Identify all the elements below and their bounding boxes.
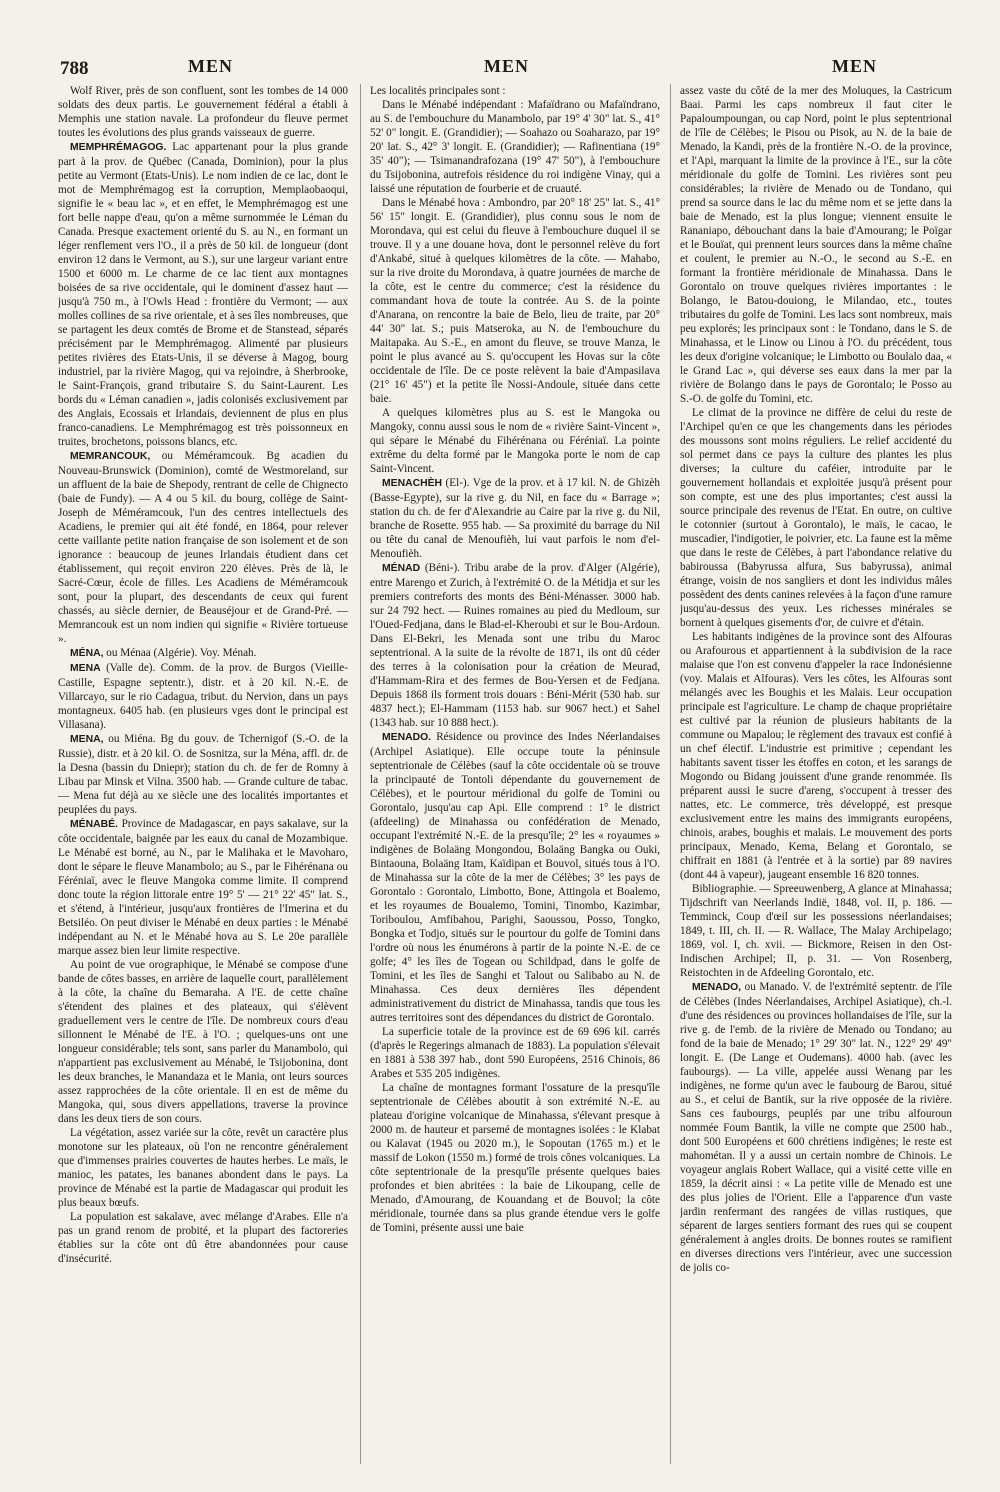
- entry-headword: MEMPHRÉMAGOG.: [70, 142, 167, 153]
- entry-text: Les localités principales sont :: [370, 85, 506, 97]
- entry-text: Le climat de la province ne diffère de celui du reste de l'Archipel qu'en ce que les changements dans les périodes des moussons sont moins réguliers. Le relief accidenté du sol permet dans ce pays la culture des plantes les plus diverses; la culture du caféier, introduite par le gouvernement hollandais et exploitée jusqu'à présent pour son compte, est une des plus importantes; c'est aussi la source principale des revenus de l'Etat. En outre, on cultive le cotonnier (surtout à Gorontalo), le maïs, le cacao, le muscadier, l'indigotier, le poivrier, etc. La faune est la même que dans le reste de Célèbes, à part l'abondance relative du babiroussa (Babyrussa alfura, Sus babyrussa), animal étrange, voisin de nos sangliers et dont les individus mâles possèdent des dents canines relevées à la façon d'une ramure jusqu'au-dessus des yeux. Les richesses minérales se bornent à quelques gisements d'or, de cuivre et d'étain.: [680, 407, 952, 629]
- entry-text: La chaîne de montagnes formant l'ossature de la presqu'île septentrionale de Célèbes aboutit à son extrémité N.-E. au plateau d'origine volcanique de Minahassa, s'élevant presque à 2000 m. de hauteur et parsemé de montagnes isolées : le Klabat ou Kalavat (1945 ou 2020 m.), le Sopoutan (1765 m.) et le massif de Lokon (1550 m.) formé de trois cônes volcaniques. La côte septentrionale de la presqu'île présente quelques baies profondes et bien abritées : la baie de Likoupang, celle de Menado, d'Amourang, de Kouandang et de Bouvol; la côte méridionale, tournée dans sa plus grande étendue vers le golfe de Tomini, présente aussi une baie: [370, 1082, 660, 1234]
- dictionary-entry: [680, 980, 952, 1275]
- paragraph: [58, 958, 348, 1126]
- entry-headword: MENA: [70, 663, 101, 674]
- entry-text: Les habitants indigènes de la province sont des Alfouras ou Arafourous et appartiennent à la subdivision de la race malaise que l'on est convenu d'appeler la race Indonésienne (voy. Malais et Alfouras). Vers les côtes, les Alfouras sont mélangés avec les Boughis et les Malais. Leur occupation principale est l'agriculture. Le champ de chaque propriétaire est cultivé par la réunion de plusieurs habitants de la commune ou Mapalou; le règlement des travaux est confié à un chef électif. L'industrie est primitive ; cependant les habitants savent tisser les étoffes en coton, et les sarangs de Mogondo ou Bidang jouissent d'une grande renommée. Ils préparent aussi le sucre d'areng, s'occupent à tresser des nattes, etc. Le commerce, très développé, est presque exclusivement entre les mains des immigrants européens, chinois, arabes, boughis et malais. Le mouvement des ports principaux, Menado, Kema, Belang et Gorontalo, se chiffrait en 1881 (à l'entrée et à la sortie) par 89 navires (dont 44 à vapeur), jaugeant ensemble 16 820 tonnes.: [680, 631, 952, 881]
- paragraph: [680, 406, 952, 630]
- entry-headword: MENADO,: [692, 982, 742, 993]
- dictionary-entry: [58, 661, 348, 732]
- entry-text: La population est sakalave, avec mélange d'Arabes. Elle n'a pas un grand renom de probité, et la plupart des factoreries établies sur la côte ont dû être abandonnées pour cause d'insécurité.: [58, 1211, 348, 1265]
- dictionary-entry: [58, 449, 348, 646]
- column-rule-2: [670, 84, 671, 1464]
- entry-text: Résidence ou province des Indes Néerlandaises (Archipel Asiatique). Elle occupe toute la péninsule septentrionale de Célèbes (sauf la côte occidentale où se trouve la principauté de Tontoli dépendante du gouvernement de Célèbes), et le pourtour méridional du golfe de Tomini ou Gorontalo, jusqu'au cap Api. Elle comprend : 1° le district (afdeeling) de Minahassa ou confédération de Menado, occupant l'extrémité N.-E. de la presqu'île; 2° les « royaumes » indigènes de Bolaäng Mongondou, Bolaäng Bangka ou Ouki, Bintaouna, Bolaäng Itam, Kaïdipan et Bouvol, situés tous à l'O. de Minahassa sur la côte de la mer de Célèbes; 3° les pays de Gorontalo : Gorontalo, Limbotto, Bone, Attingola et Boalemo, et les royaumes de Boualemo, Tomini, Tinombo, Kazimbar, Toriboulou, Amfibahou, Parighi, Saoussou, Posso, Tongko, Bongka et Todjo, situés sur le pourtour du golfe de Tomini dans l'ordre où nous les énumérons à partir de la pointe N.-E. de ce golfe; 4° les îles de Togean ou Schildpad, dans le golfe de Tomini, et les îles de Sanghi et Talout ou Salibabo au N. de Minahassa. Ces deux dernières îles dépendent administrativement du district de Minahassa, tandis que tous les autres territoires sont des dépendances du district de Gorontalo.: [370, 731, 660, 1024]
- paragraph: [58, 1126, 348, 1210]
- entry-headword: MENADO.: [382, 732, 432, 743]
- paragraph: [680, 882, 952, 980]
- running-header-center: MEN: [484, 56, 529, 76]
- dictionary-entry: [58, 646, 348, 661]
- column-1: [58, 84, 348, 1464]
- dictionary-entry: [58, 732, 348, 817]
- paragraph: [680, 630, 952, 882]
- paragraph: [370, 84, 660, 98]
- entry-headword: MENACHÈH: [382, 478, 443, 489]
- entry-text: A quelques kilomètres plus au S. est le Mangoka ou Mangoky, connu aussi sous le nom de « rivière Saint-Vincent », qui sépare le Ménabé du Fihérénana ou Féréniaï. La pointe extrême du delta formé par le Mangoka porte le nom de cap Saint-Vincent.: [370, 407, 660, 475]
- entry-text: ou Manado. V. de l'extrémité septentr. de l'île de Célèbes (Indes Néerlandaises, Archipel Asiatique), ch.-l. d'une des résidences ou provinces hollandaises de l'île, sur la rive g. de l'emb. de la rivière de Menado ou Tondano; au fond de la baie de Menado; 1° 29' 30" lat. N., 122° 29' 49" longit. E. (De Lange et Oudemans). 4000 hab. (avec les faubourgs). — La ville, appelée aussi Wenang par les indigènes, ne forme qu'un avec le faubourg de Barou, situé au S., et celui de Bantik, sur la rive opposée de la rivière. Sans ces faubourgs, peuplés par une tribu alfouroun nommée Foum Bantik, la ville ne compte que 2500 hab., dont 500 Européens et 600 chrétiens indigènes; le reste est mahométan. Il y a aussi un certain nombre de Chinois. Le voyageur anglais Robert Wallace, qui a visité cette ville en 1859, la décrit ainsi : « La petite ville de Menado est une des plus jolies de l'Orient. Elle a l'apparence d'un vaste jardin renfermant des rangées de villas rustiques, que séparent de larges sentiers formant des rues qui se coupent généralement à angles droits. De bonnes routes se ramifient en diverses directions vers l'intérieur, avec une succession de jolis co-: [680, 981, 952, 1274]
- running-header-left: MEN: [188, 56, 233, 76]
- column-rule-1: [360, 84, 361, 1464]
- entry-text: assez vaste du côté de la mer des Moluques, la Castricum Baai. Parmi les caps nombreux il faut citer le Papaloumpoungan, ou cap Nord, point le plus septentrional de l'île de Célèbes; le Pisou ou Pisok, au N. de la baie de Menado, la Kandi, près de la frontière N.-O. de la province, et l'Api, marquant la limite de la province à l'E., sur la côte méridionale du golfe de Tomini. Les rivières sont peu considérables; la rivière de Menado ou de Tondano, qui prend sa source dans le lac du même nom et se jette dans la baie de Menado, est la plus longue; viennent ensuite le Rananiapo, débouchant dans la baie d'Amourang; le Poïgar et le Bouïat, qui prennent leurs sources dans la même chaîne et coulent, le premier au N.-O., le second au S.-E. en formant la frontière méridionale de Minahassa. Dans le Gorontalo on trouve quelques rivières importantes : le Bolango, le Batou-douiong, le Milandao, etc., toutes tributaires du golfe de Tomini. Les lacs sont nombreux, mais peu explorés; les principaux sont : le Tondano, dans le S. de Minahassa, et le Linow ou Linou à l'O. du précédent, tous les deux d'origine volcanique; le Limbotto ou Boulalo daa, « le Grand Lac », qui déverse ses eaux dans la mer par la rivière de Bolango dans le pays de Gorontalo; le Posso au S.-O. de golfe du Tomini, etc.: [680, 85, 952, 405]
- paragraph: [680, 84, 952, 406]
- paragraph: [370, 1025, 660, 1081]
- entry-headword: MÉNAD: [382, 563, 421, 574]
- dictionary-entry: [58, 140, 348, 449]
- paragraph: [58, 1210, 348, 1266]
- entry-text: La superficie totale de la province est de 69 696 kil. carrés (d'après le Regerings almanach de 1883). La population s'élevait en 1881 à 538 397 hab., dont 590 Européens, 2516 Chinois, 86 Arabes et 535 205 indigènes.: [370, 1026, 660, 1080]
- entry-text: ou Miéna. Bg du gouv. de Tchernigof (S.-O. de la Russie), distr. et à 20 kil. O. de Sosnitza, sur la Ména, affl. dr. de la Desna (bassin du Dniepr); station du ch. de fer de Romny à Libau par Minsk et Vilna. 3500 hab. — Grande culture de tabac. — Mena fut déjà au xe siècle une des localités importantes et peuplées du pays.: [58, 733, 348, 816]
- entry-headword: MÉNA,: [70, 648, 104, 659]
- page-number: 788: [60, 58, 89, 79]
- entry-headword: MENA,: [70, 734, 104, 745]
- entry-headword: MEMRANCOUK,: [70, 451, 151, 462]
- paragraph: [370, 406, 660, 476]
- entry-text: Bibliographie. — Spreeuwenberg, A glance at Minahassa; Tijdschrift van Neerlands Indië, 1848, vol. II, p. 186. — Temminck, Coup d'œil sur les possessions néerlandaises; 1849, t. III, ch. II. — R. Wallace, The Malay Archipelago; 1869, vol. I, ch. xvii. — Bickmore, Reisen in den Ost-Indischen Archipel; II, p. 31. — Von Rosenberg, Reistochten in de Afdeeling Gorontalo, etc.: [680, 883, 952, 979]
- dictionary-entry: [58, 817, 348, 958]
- paragraph: [58, 84, 348, 140]
- entry-text: ou Ménaa (Algérie). Voy. Ménah.: [103, 647, 257, 659]
- entry-text: Lac appartenant pour la plus grande part à la prov. de Québec (Canada, Dominion), pour la plus petite au Vermont (Etats-Unis). Le nom indien de ce lac, dont le mot de Memphrémagog est la corruption, Memplaobaoqui, signifie le « beau lac », et en effet, le Memphrémagog est une fort belle nappe d'eau, qu'on a même surnommée le Léman du Canada. Presque exactement orienté du S. au N., en formant un léger renflement vers l'O., il a près de 50 kil. de longueur (dont environ 12 dans le Vermont, au S.), sur une largeur variant entre 1500 et 6000 m. Le charme de ce lac tient aux montagnes boisées de sa rive occidentale, qui le dominent d'assez haut — jusqu'à 750 m., à l'Owls Head : frontière du Vermont; — aux molles collines de sa rive orientale, et à ses îles nombreuses, que se partagent les deux comtés de Brome et de Stanstead, séparés précisément par le Memphrémagog. Alimenté par plusieurs petites rivières des Etats-Unis, il se déverse à Magog, bourg industriel, par la rivière Magog, qui va rejoindre, à Sherbrooke, le Saint-François, grand tributaire S. du Saint-Laurent. Les bords du « Léman canadien », jadis colonisés exclusivement par des Anglais, Ecossais et Irlandais, deviennent de plus en plus franco-canadiens. Le Memphrémagog est très poissonneux en truites, brochetons, poissons blancs, etc.: [58, 141, 348, 448]
- entry-text: Wolf River, près de son confluent, sont les tombes de 14 000 soldats des deux partis. Le gouvernement fédéral a établi à Memphis une station navale. La profondeur du fleuve permet toutes les évolutions des plus grands vaisseaux de guerre.: [58, 85, 348, 139]
- paragraph: [370, 196, 660, 406]
- dictionary-entry: [370, 730, 660, 1025]
- running-header-right: MEN: [832, 56, 877, 76]
- entry-text: Dans le Ménabé hova : Ambondro, par 20° 18' 25" lat. S., 41° 56' 15" longit. E. (Grandidier), plus connu sous le nom de Morondava, qui est celui du fleuve à l'embouchure duquel il se trouve. Il y a une douane hova, dont le personnel relève du fort d'Ankabé, situé à quelques kilomètres de la côte. — Mahabo, sur la rive droite du Morondava, à quatre journées de marche de la côte, est le centre du commerce; c'est la résidence du commandant hova de toute la contrée. Au S. de la pointe d'Anarana, on rencontre la baie de Belo, lieu de traite, par 20° 44' 30" lat. S.; puis Matseroka, au N. de l'embouchure du Maitapaka. Au S.-E., en amont du fleuve, se trouve Manza, le point le plus avancé au S. qu'occupent les Hovas sur la côte occidentale de l'île. De ce poste relèvent la baie d'Ampasilava (21° 16' 45") et la petite île Nossi-Andoule, située dans cette baie.: [370, 197, 660, 405]
- column-2: [370, 84, 660, 1464]
- paragraph: [370, 98, 660, 196]
- dictionary-entry: [370, 561, 660, 730]
- entry-text: Province de Madagascar, en pays sakalave, sur la côte occidentale, baignée par les eaux du canal de Mozambique. Le Ménabé est borné, au N., par le Malihaka et le Mavoharo, dont le sépare le fleuve Manambolo; au S., par le Fihérénana ou Féréniaï, avec le fleuve Mangoka comme limite. Il comprend donc toute la région littorale entre 19° 5' — 21° 22' 45" lat. S., et s'étend, à l'intérieur, jusqu'aux frontières de l'Imerina et du Betsiléo. On peut diviser le Ménabé en deux parties : le Ménabé indépendant au N. et le Ménabé hova au S. Le 20e parallèle marque assez bien leur limite respective.: [58, 818, 348, 957]
- paragraph: [370, 1081, 660, 1235]
- entry-text: (Valle de). Comm. de la prov. de Burgos (Vieille-Castille, Espagne septentr.), distr. et à 20 kil. N.-E. de Villarcayo, sur le rio Cadagua, tribut. du Nervion, dans un pays montagneux. 6405 hab. (en plusieurs vges dont le principal est Villasana).: [58, 662, 348, 731]
- entry-text: Dans le Ménabé indépendant : Mafaïdrano ou Mafaïndrano, au S. de l'embouchure du Manambolo, par 19° 4' 30" lat. S., 41° 52' 0" longit. E. (Grandidier); — Soahazo ou Soaharazo, par 19° 20' lat. S., 42° 3' longit. E. (Grandidier); — Rafinentiana (19° 35' 40"); — Tsimanandrafozana (19° 47' 50"), à l'embouchure du Tsijobonina, autrefois résidence du roi indigène Vinay, qui a laissé une réputation de fourberie et de cruauté.: [370, 99, 660, 195]
- entry-text: (Béni-). Tribu arabe de la prov. d'Alger (Algérie), entre Marengo et Zurich, à l'extrémité O. de la Métidja et sur les premiers contreforts des monts des Béni-Ménasser. 3000 hab. sur 24 792 hect. — Ruines romaines au pied du Medloum, sur l'Oued-Fedjana, dans le Blad-el-Kheroubi et sur le Bou-Ardoun. Dans El-Bekri, les Menada sont une tribu du Maroc septentrional. A la suite de la révolte de 1871, ils ont dû céder des terres à la colonisation pour la création de Meurad, d'Hammam-Rira et des fermes de Bou-Yersen et de Fedjana. Depuis 1868 ils forment trois douars : Béni-Mérit (530 hab. sur 4837 hect.); El-Hammam (1153 hab. sur 9067 hect.) et Sahel (1343 hab. sur 10 888 hect.).: [370, 562, 660, 729]
- entry-headword: MÉNABÉ.: [70, 819, 118, 830]
- dictionary-entry: [370, 476, 660, 561]
- entry-text: Au point de vue orographique, le Ménabé se compose d'une bande de côtes basses, en arrière de laquelle court, parallèlement à la côte, la chaîne du Bemaraha. A l'E. de cette chaîne s'étendent des plaines et des plateaux, qui s'élèvent graduellement vers le centre de l'île. De nombreux cours d'eau sillonnent le Ménabé de l'E. à l'O. ; quelques-uns ont une longueur considérable; tels sont, sans parler du Manambolo, qui n'appartient pas exclusivement au Ménabé, le Tsijobonina, dont les deux branches, le Manandaza et le Mania, ont leurs sources assez rapprochées de la côte orientale. Il en est de même du Mangoka, qui, sous divers appellations, traverse la province dans les deux tiers de son cours.: [58, 959, 348, 1125]
- entry-text: (El-). Vge de la prov. et à 17 kil. N. de Ghizèh (Basse-Egypte), sur la rive g. du Nil, en face du « Barrage »; station du ch. de fer d'Alexandrie au Caire par la rive g. du Nil, branche de Rosette. 955 hab. — Sa proximité du barrage du Nil ou tête du canal de Menoufièh, lui vaut parfois le nom d'el-Menoufièh.: [370, 477, 660, 560]
- column-3: [680, 84, 952, 1464]
- entry-text: ou Méméramcouk. Bg acadien du Nouveau-Brunswick (Dominion), comté de Westmoreland, sur un affluent de la baie de Shepody, rentrant de celle de Chignecto (baie de Fundy). — A 4 ou 5 kil. du bourg, collège de Saint-Joseph de Méméramcouk, l'un des centres intellectuels des Acadiens, le premier qui ait été fondé, en 1864, pour relever cette vaillante petite nation française de son isolement et de son ignorance : beaucoup de jeunes Irlandais étudient dans cet établissement, qui reçoit environ 220 élèves. Près de là, le Sacré-Cœur, école de filles. Les Acadiens de Méméramcouk sont, pour la plupart, des descendants de ceux qui furent chassés, au siècle dernier, de Beauséjour et de Grand-Pré. — Memrancouk est un nom indien qui signifie « Rivière tortueuse ».: [58, 450, 348, 645]
- entry-text: La végétation, assez variée sur la côte, revêt un caractère plus monotone sur les plateaux, où l'on ne rencontre généralement que d'immenses prairies couvertes de hautes herbes. Le maïs, le manioc, les patates, les bananes abondent dans le pays. La province de Ménabé est la partie de Madagascar qui produit les plus beaux bœufs.: [58, 1127, 348, 1209]
